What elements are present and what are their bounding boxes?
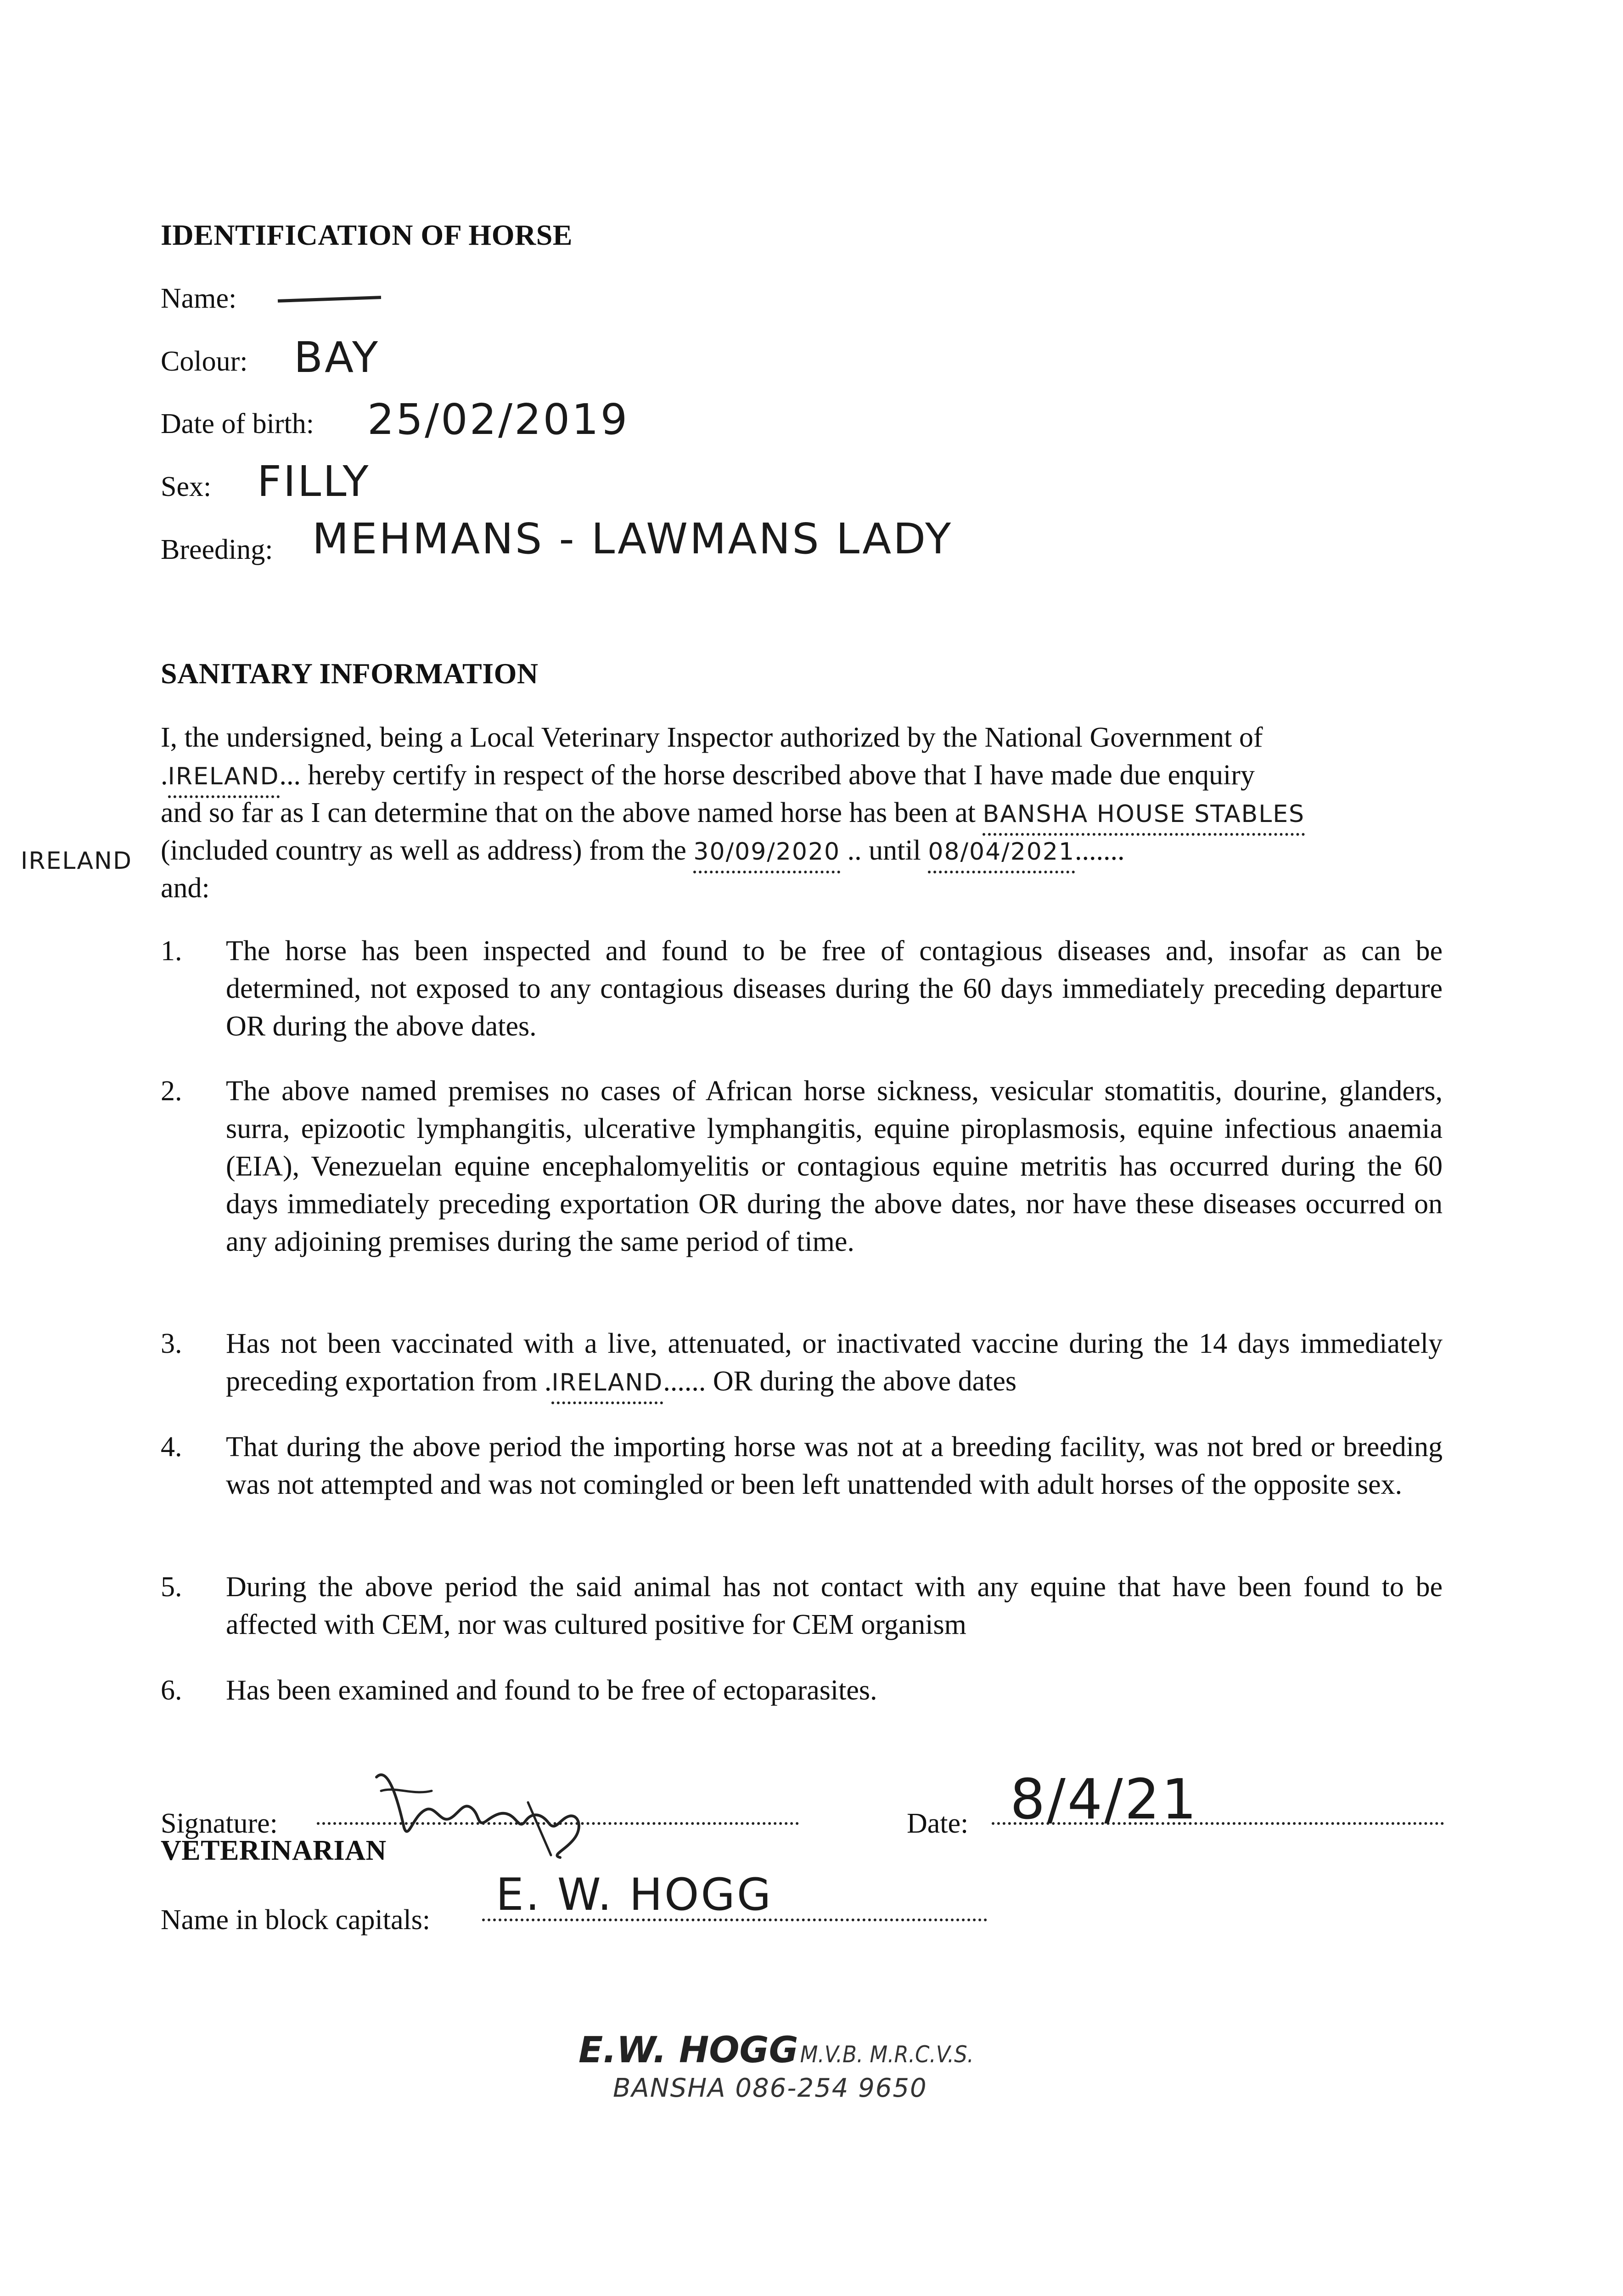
sanitary-line-4b: until [869, 835, 921, 866]
condition-3-text-a: Has not been vaccinated with a live, attenuated, or inactivated vaccine during the 14 days immediately preceding exportation from [226, 1328, 1443, 1397]
sanitary-line-4: (included country as well as address) from the 30/09/2020 .. until 08/04/2021....... [161, 832, 1125, 873]
condition-2-text: The above named premises no cases of African horse sickness, vesicular stomatitis, dourine, glanders, surra, epizootic lymphangitis, ulcerative lymphangitis, equine piroplasmosis, equine infectious anaemia (EIA), Venezuelan equine encephalomyelitis or contagious equine metritis has occurred during the 60 days immediately preceding exportation OR during the above dates, nor have these diseases occurred on any adjoining premises during the same period of time. [226, 1075, 1443, 1257]
date-hand: 8/4/21 [1010, 1768, 1199, 1832]
condition-4-text: That during the above period the importing horse was not at a breeding facility, was not bred or breeding was not attempted and was not comingled or been left unattended with adult horses of the opposite sex. [226, 1431, 1443, 1500]
condition-1-text: The horse has been inspected and found to be free of contagious diseases and, insofar as can be determined, not exposed to any contagious diseases during the 60 days immediately preceding departure OR during the above dates. [226, 935, 1443, 1042]
condition-5-number: 5. [161, 1571, 182, 1603]
sanitary-line-3 [161, 794, 1305, 836]
identification-heading: IDENTIFICATION OF HORSE [161, 219, 573, 251]
veterinarian-role: VETERINARIAN [161, 1835, 387, 1866]
stamp-name: E.W. HOGG [578, 2030, 798, 2071]
colour-value: BAY [294, 333, 380, 382]
block-capitals-label: Name in block capitals: [161, 1904, 431, 1936]
sanitary-heading: SANITARY INFORMATION [161, 657, 539, 690]
signature-label: Signature: [161, 1808, 278, 1839]
condition-3-number: 3. [161, 1328, 182, 1359]
stamp-qualifications: M.V.B. M.R.C.V.S. [800, 2041, 974, 2068]
sanitary-line-4a: (included country as well as address) from the [161, 835, 686, 866]
dob-label: Date of birth: [161, 408, 314, 439]
from-date-hand: 30/09/2020 [693, 833, 840, 873]
condition-5-text: During the above period the said animal has not contact with any equine that have been found to be affected with CEM, nor was cultured positive for CEM organism [226, 1571, 1443, 1640]
condition-6-number: 6. [161, 1675, 182, 1706]
condition-3-text: Has not been vaccinated with a live, attenuated, or inactivated vaccine during the 14 days immediately preceding exportation from .IRELAND...... OR during the above dates [226, 1325, 1443, 1404]
sanitary-line-1: I, the undersigned, being a Local Veterinary Inspector authorized by the National Government of [161, 722, 1263, 753]
breeding-label: Breeding: [161, 534, 273, 565]
country-hand: IRELAND [168, 758, 280, 798]
condition-3-text-b: ...... OR during the above dates [663, 1366, 1016, 1397]
date-label: Date: [907, 1808, 969, 1839]
signature-scribble [367, 1759, 606, 1864]
dob-value: 25/02/2019 [367, 395, 629, 444]
condition-3-country-hand: IRELAND [551, 1364, 663, 1404]
condition-4-number: 4. [161, 1431, 182, 1463]
sanitary-line-5: and: [161, 872, 210, 904]
name-dash-mark [278, 296, 381, 303]
breeding-value: MEHMANS - LAWMANS LADY [312, 514, 953, 563]
condition-2-number: 2. [161, 1075, 182, 1107]
vet-stamp [578, 2030, 974, 2071]
name-label: Name: [161, 283, 237, 314]
condition-1-number: 1. [161, 935, 182, 967]
premises-hand: BANSHA HOUSE STABLES [983, 795, 1305, 836]
stamp-address: BANSHA 086-254 9650 [613, 2073, 927, 2103]
sex-label: Sex: [161, 471, 212, 502]
sanitary-line-2: .IRELAND... hereby certify in respect of the horse described above that I have made due enquiry [161, 756, 1446, 798]
sanitary-line-2-text: ... hereby certify in respect of the horse described above that I have made due enquiry [279, 760, 1255, 791]
colour-label: Colour: [161, 346, 248, 377]
until-date-hand: 08/04/2021 [928, 833, 1075, 873]
sanitary-line-3-text: and so far as I can determine that on the above named horse has been at [161, 797, 976, 828]
condition-6-text: Has been examined and found to be free of ectoparasites. [226, 1675, 877, 1706]
sex-value: FILLY [257, 457, 371, 506]
block-capitals-hand: E. W. HOGG [496, 1869, 773, 1920]
margin-country-hand: IRELAND [21, 847, 132, 875]
